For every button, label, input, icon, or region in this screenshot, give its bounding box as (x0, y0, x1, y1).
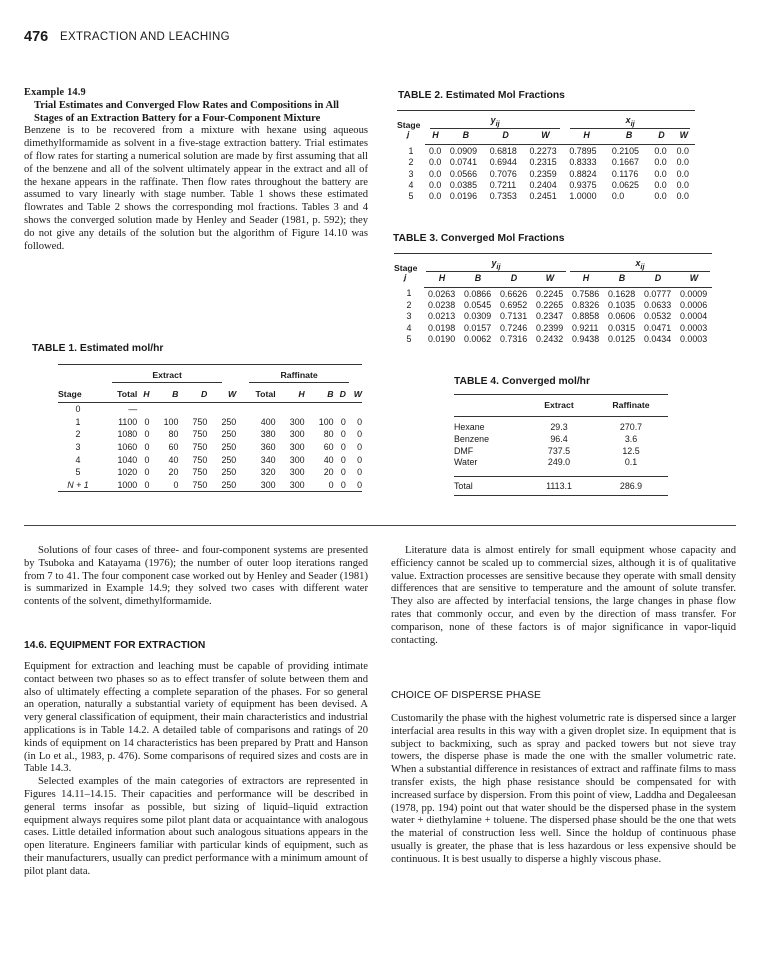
table2-col-header: D (486, 130, 526, 145)
table2-cell: 0.0 (654, 145, 667, 156)
table2-cell: 1 (408, 145, 414, 156)
table4-cell: 12.5 (622, 445, 640, 456)
table1-cell: 300 (289, 454, 305, 465)
table1-cell: 250 (221, 442, 237, 453)
table3-cell: 0.0309 (464, 311, 492, 322)
table3-cell: 0.2399 (536, 322, 564, 333)
table3-row (394, 322, 712, 333)
table1-row (58, 428, 362, 441)
table1-cell: 750 (192, 442, 208, 453)
table3-stage-j: j (404, 271, 407, 282)
table1-cell: 320 (260, 467, 276, 478)
table3-col-header: W (676, 273, 712, 288)
table3-cell: 0.0777 (644, 288, 672, 299)
table1-cell: 1080 (117, 429, 138, 440)
right-column-text (391, 545, 736, 647)
table2-cell: 0.0 (611, 191, 625, 202)
left-column-text (24, 545, 368, 609)
table4-row (454, 456, 668, 468)
table3-cell: 0.0866 (464, 288, 492, 299)
table3-col-header: D (640, 273, 676, 288)
table3-caption: TABLE 3. Converged Mol Fractions (393, 233, 565, 244)
table2-cell: 0.2404 (529, 180, 557, 191)
table2-cell: 0.0 (654, 157, 667, 168)
paragraph: Literature data is almost entirely for small equipment whose capacity and efficiency cannot be scaled up to commercial sizes, although it is of qualitative value. Extraction processes are sensitive because they operate with small density differences that are sensitive to temperature and the amount of solute transfer. They also are affected by interfacial tensions, the large changes in phase flow rates that commonly occur, and even by the direction of mass transfer. For comparison, none of these factors is of major significance in vapor-liquid contacting. (391, 545, 736, 646)
table2-cell: 0.0566 (449, 168, 478, 179)
table2-row (397, 157, 695, 168)
table4-cell: Benzene (454, 433, 490, 444)
table3-cell: 1 (406, 288, 412, 299)
table3-cell: 0.2245 (536, 288, 564, 299)
table1-group-raffinate: Raffinate (249, 370, 349, 383)
table3-cell: 0.0532 (644, 311, 672, 322)
table1-cell (276, 403, 305, 416)
table4-total-label: Total (454, 476, 524, 491)
table3-cell: 0.7246 (500, 322, 528, 333)
table2-cell: 0.6818 (489, 145, 517, 156)
table2-cell: 0.8333 (569, 157, 597, 168)
table3-cell: 0.0315 (608, 322, 636, 333)
table2-cell: 0.8824 (569, 168, 597, 179)
table1-row (58, 479, 362, 492)
table3-cell: 0.6626 (500, 288, 528, 299)
table1-cell: 360 (260, 442, 276, 453)
left-column-text-2 (24, 661, 368, 879)
table3-cell: 5 (406, 333, 412, 344)
table2-cell: 0.7076 (489, 168, 517, 179)
table3-cell: 0.2432 (536, 333, 564, 344)
table2-row (397, 179, 695, 190)
table1-cell: 300 (236, 479, 275, 492)
table1-caption: TABLE 1. Estimated mol/hr (32, 343, 164, 354)
table4-caption: TABLE 4. Converged mol/hr (454, 376, 590, 387)
table1-cell: 340 (260, 454, 276, 465)
table1-col-header: H (276, 385, 305, 403)
table4-cell: 29.3 (550, 422, 568, 433)
table1-cell: 300 (289, 442, 305, 453)
table3-cell: 3 (406, 311, 412, 322)
table2-cell: 0.9375 (569, 180, 597, 191)
table3-cell: 2 (406, 300, 412, 311)
example-label: Example 14.9 (24, 87, 86, 98)
table1-col-header: B (149, 385, 178, 403)
table1-cell: 1 (75, 416, 81, 427)
table2-row (397, 168, 695, 179)
table1-cell: 1100 (118, 416, 138, 427)
table1-cell: 1060 (117, 442, 138, 453)
table3-group-y: $y_{ij}$ (426, 258, 566, 272)
table1-col-header: D (334, 385, 346, 403)
section-separator-rule (24, 525, 736, 526)
table1-col-header: B (305, 385, 334, 403)
table2-row (397, 191, 695, 202)
table2-col-header: B (608, 130, 650, 145)
table1-cell: 0 (340, 429, 346, 440)
table4-col-blank (454, 399, 524, 416)
table1-cell (346, 403, 362, 416)
example-block (24, 87, 368, 253)
table4-row (454, 422, 668, 434)
table2-cell: 0.0 (429, 180, 442, 191)
table1-cell: 60 (168, 442, 179, 453)
running-header: EXTRACTION AND LEACHING (60, 31, 230, 43)
table3-cell: 0.0198 (428, 322, 456, 333)
table4-cell: Hexane (454, 422, 485, 433)
table2-cell: 0.2273 (529, 145, 557, 156)
table1-cell: 5 (75, 467, 81, 478)
table2-cell: 0.0 (676, 191, 689, 202)
table2-col-header: D (650, 130, 672, 145)
table2-cell: 0.2105 (611, 145, 639, 156)
table2-col-header: W (526, 130, 566, 145)
table1 (58, 364, 362, 492)
table2-group-x: $x_{ij}$ (570, 115, 690, 129)
table1-col-header: W (346, 385, 362, 403)
table1-cell: 40 (323, 454, 334, 465)
table2-cell: 0.2359 (529, 168, 557, 179)
table2-col-header: W (673, 130, 695, 145)
table1-cell (207, 403, 236, 416)
table2-cell: 0.7895 (569, 145, 597, 156)
table3-col-header: H (568, 273, 604, 288)
table4-cell: 270.7 (619, 422, 643, 433)
table2-cell: 0.1176 (611, 168, 639, 179)
table2 (397, 110, 695, 202)
table1-cell: 0 (340, 467, 346, 478)
table2-cell: 0.0385 (449, 180, 478, 191)
table3-row (394, 333, 712, 344)
table3-cell: 0.8326 (572, 300, 600, 311)
table3-row (394, 288, 712, 300)
table2-cell: 4 (408, 180, 414, 191)
table1-row (58, 453, 362, 466)
table3-cell: 0.0062 (464, 333, 492, 344)
table1-cell: 2 (75, 429, 81, 440)
table1-cell: 0 (340, 454, 346, 465)
table2-cell: 0.2451 (529, 191, 557, 202)
table1-cell: 0 (357, 467, 362, 478)
table2-cell: 0.0 (654, 180, 667, 191)
table1-cell: 0 (305, 479, 334, 492)
table1-cell: 750 (192, 416, 208, 427)
table1-cell: 0 (340, 442, 346, 453)
table4-cell: Water (454, 457, 478, 468)
table2-cell: 5 (408, 191, 414, 202)
table1-cell: 0 (144, 467, 150, 478)
table3-cell: 0.0125 (608, 333, 636, 344)
table1-cell: 750 (178, 479, 207, 492)
table4-total-raffinate: 286.9 (594, 476, 668, 491)
table4-col-raffinate: Raffinate (594, 399, 668, 416)
table3-cell: 0.0545 (464, 300, 492, 311)
table1-cell: 400 (260, 416, 276, 427)
table2-cell: 0.0196 (449, 191, 478, 202)
table1-col-header: Total (98, 385, 137, 403)
table1-cell: 80 (168, 429, 179, 440)
table3-cell: 0.0004 (680, 311, 708, 322)
table1-col-header: Stage (58, 385, 98, 403)
table4-cell: 96.4 (550, 433, 568, 444)
table3-col-header: H (424, 273, 460, 288)
table4-col-extract: Extract (524, 399, 594, 416)
table1-col-header: H (137, 385, 149, 403)
table1-cell: 300 (289, 429, 305, 440)
table1-cell: 100 (318, 416, 334, 427)
table1-cell: 300 (289, 416, 305, 427)
table3-cell: 0.0238 (428, 300, 456, 311)
table1-col-header: D (178, 385, 207, 403)
table1-cell: 4 (75, 454, 81, 465)
table1-cell (178, 403, 207, 416)
table1-cell: 0 (144, 442, 150, 453)
table1-cell: 0 (340, 416, 346, 427)
table3-cell: 0.0471 (644, 322, 672, 333)
table1-row (58, 466, 362, 479)
table3-cell: 0.0633 (644, 300, 672, 311)
table2-cell: 0.0909 (449, 145, 478, 156)
table3-cell: 0.7316 (500, 333, 528, 344)
table4-cell: 249.0 (547, 457, 571, 468)
table1-cell: 0 (357, 454, 362, 465)
table1-cell: 300 (276, 479, 305, 492)
table3-cell: 0.2265 (536, 300, 564, 311)
table3-cell: 0.0003 (680, 322, 708, 333)
table2-cell: 0.0 (654, 191, 667, 202)
table2-cell: 2 (408, 157, 414, 168)
table1-row (58, 416, 362, 429)
table1-cell: 0 (75, 404, 81, 415)
table1-cell: 0 (346, 479, 362, 492)
table2-cell: 0.0 (429, 191, 442, 202)
table2-cell: 0.1667 (611, 157, 639, 168)
table2-cell: 0.0625 (611, 180, 639, 191)
example-title: Trial Estimates and Converged Flow Rates and Compositions in All Stages of an Extraction Battery for a Four-Component Mixture (34, 99, 339, 124)
table3-col-header: D (496, 273, 532, 288)
table3-cell: 4 (406, 322, 412, 333)
table3-group-x: $x_{ij}$ (570, 258, 710, 272)
table4 (454, 394, 668, 496)
table1-cell: 100 (163, 416, 179, 427)
table1-cell: 0 (144, 454, 150, 465)
table4-cell: 0.1 (624, 457, 638, 468)
table1-cell: 0 (149, 479, 178, 492)
section-heading: 14.6. EQUIPMENT FOR EXTRACTION (24, 640, 206, 651)
table2-cell: 0.0 (676, 145, 689, 156)
table2-cell: 0.0 (654, 168, 667, 179)
table1-cell: 380 (260, 429, 276, 440)
table4-total-extract: 1113.1 (524, 476, 594, 491)
table2-stage-j: j (407, 128, 410, 139)
table2-row (397, 145, 695, 157)
table1-cell: 0 (137, 479, 149, 492)
table1-cell: 0 (334, 479, 346, 492)
table1-cell: 250 (221, 416, 237, 427)
table2-col-header: B (446, 130, 486, 145)
table2-col-header: H (565, 130, 607, 145)
table3-cell: 0.1628 (608, 288, 636, 299)
paragraph: Selected examples of the main categories of extractors are represented in Figures 14.11–14.15. Their capacities and performance will be described in general terms insofar as possible, but sizing of liquid–liquid extraction equipment always requires some pilot plant data or acquaintance with analogous cases. Little detailed information about such analogous situations appears in the open literature. Engineers familiar with particular kinds of equipment, such as their manufacturers, usually can predict performance with a minimum amount of pilot plant data. (24, 776, 368, 877)
table2-cell: 3 (408, 168, 414, 179)
table1-cell: 0 (357, 442, 362, 453)
table1-cell: 750 (192, 454, 208, 465)
table3-row (394, 299, 712, 310)
example-body: Benzene is to be recovered from a mixture with hexane using aqueous dimethylformamide as solvent in a five-stage extraction battery. Trial estimates of flow rates for starting a numerical solution are made by first assuming that all of the benzene and all of the solvent ultimately appear in the extract and all of the hexane appears in the raffinate. Then flow rates throughout the battery are assumed to vary linearly with stage number. Table 1 shows these estimated flowrates and Table 2 shows the corresponding mol fractions. Tables 3 and 4 shows the converged solution made by Henley and Seader (1981, p. 592); they do not give any details of the solution but the algorithm of Figure 14.10 was followed. (24, 125, 368, 252)
table3-cell: 0.0006 (680, 300, 708, 311)
table4-cell: DMF (454, 445, 474, 456)
table2-cell: 0.2315 (529, 157, 557, 168)
paragraph: Equipment for extraction and leaching must be capable of providing intimate contact between two phases so as to effect transfer of solute between them and also of ultimately effecting a complete separation of the phases. For so general an operation, naturally a substantial variety of equipment has been devised. A very general classification of equipment, their main characteristics and industrial applications is in Table 14.2. A detailed table of comparisons and ratings of 20 kinds of equipment on 14 characteristics has been prepared by Pratt and Hanson (in Lo et al., 1983, p. 476). Some comparisons of required sizes and costs are in Table 14.3. (24, 661, 368, 775)
table1-cell: 300 (289, 467, 305, 478)
table1-cell: 80 (323, 429, 334, 440)
table3-cell: 0.0606 (608, 311, 636, 322)
subsection-heading: CHOICE OF DISPERSE PHASE (391, 690, 541, 701)
table1-cell (334, 403, 346, 416)
table1-cell: 750 (192, 467, 208, 478)
table1-cell (137, 403, 149, 416)
table3-cell: 0.0157 (464, 322, 492, 333)
table3-cell: 0.0190 (428, 333, 456, 344)
table3-row (394, 311, 712, 322)
table1-cell: 0 (357, 416, 362, 427)
table3-cell: 0.7586 (572, 288, 600, 299)
table4-cell: 737.5 (547, 445, 571, 456)
paragraph: Customarily the phase with the highest volumetric rate is dispersed since a larger interfacial area results in this way with a given droplet size. In equipment that is subject to backmixing, such as spray and packed towers but not sieve tray towers, the disperse phase is made the one with the smaller volumetric rate. When a substantial difference in resistances of extract and raffinate films to mass transfer exists, the high phase resistance should be compensated for with increased surface by dispersion. From this point of view, Laddha and Degaleesan (1978, pp. 194) point out that water should be the dispersed phase in the system water + diethylamine + toluene. The dispersed phase should be the one that wets the material of construction less well. Since the holdup of continuous phase usually is greater, the phase that is less hazardous or less expensive should be continuous. It is best usually to disperse a highly viscous phase. (391, 713, 736, 865)
table3-cell: 0.0434 (644, 333, 672, 344)
paragraph: Solutions of four cases of three- and four-component systems are presented by Tsuboka and Katayama (1976); the number of outer loop iterations ranged from 7 to 41. The four component case worked out by Henley and Seader (1981) is summarized in Example 14.9; they solved two cases with different water contents of the solvent, dimethylformamide. (24, 545, 368, 608)
table1-cell: 0 (144, 429, 150, 440)
table1-cell: 0 (144, 416, 150, 427)
table1-col-header: Total (236, 385, 275, 403)
table3-col-header: B (460, 273, 496, 288)
table1-cell: 3 (75, 442, 81, 453)
table1-cell: 20 (168, 467, 179, 478)
table2-cell: 0.0 (429, 168, 442, 179)
table3-stage-label: Stage (394, 262, 418, 273)
table1-cell: 1040 (117, 454, 138, 465)
table2-cell: 1.0000 (569, 191, 597, 202)
table4-cell: 3.6 (624, 433, 638, 444)
table3-cell: 0.0003 (680, 333, 708, 344)
table2-cell: 0.0 (429, 145, 442, 156)
table1-row (58, 441, 362, 454)
table3-cell: 0.6952 (500, 300, 528, 311)
table1-cell (149, 403, 178, 416)
table3-cell: 0.0213 (428, 311, 456, 322)
table3-cell: 0.0009 (680, 288, 708, 299)
table1-cell: 60 (323, 442, 334, 453)
table1-cell: 20 (323, 467, 334, 478)
table1-cell (236, 403, 275, 416)
table1-group-extract: Extract (112, 370, 222, 383)
table3-cell: 0.2347 (536, 311, 564, 322)
table1-cell: 250 (207, 479, 236, 492)
table2-caption: TABLE 2. Estimated Mol Fractions (398, 90, 565, 101)
table2-group-y: $y_{ij}$ (430, 115, 560, 129)
table3-cell: 0.7131 (500, 311, 528, 322)
table1-cell: N + 1 (58, 479, 98, 492)
table1-cell: 250 (221, 467, 237, 478)
table2-cell: 0.0 (429, 157, 442, 168)
table3-cell: 0.9438 (572, 333, 600, 344)
right-column-text-2 (391, 713, 736, 867)
table2-col-header: H (425, 130, 446, 145)
table1-row (58, 403, 362, 416)
table1-cell: — (128, 404, 138, 415)
table2-cell: 0.0741 (449, 157, 478, 168)
table1-cell: 1020 (117, 467, 138, 478)
table1-cell: 750 (192, 429, 208, 440)
table3 (394, 253, 712, 345)
table3-cell: 0.9211 (572, 322, 599, 333)
table2-cell: 0.7353 (489, 191, 517, 202)
table3-col-header: B (604, 273, 640, 288)
page-number: 476 (24, 29, 49, 45)
table2-cell: 0.0 (676, 168, 689, 179)
table4-row (454, 433, 668, 445)
table2-cell: 0.6944 (489, 157, 517, 168)
table3-cell: 0.1035 (608, 300, 636, 311)
table2-cell: 0.0 (676, 180, 689, 191)
table3-cell: 0.0263 (428, 288, 456, 299)
table1-cell: 1000 (98, 479, 137, 492)
table1-cell (305, 403, 334, 416)
table1-cell: 250 (221, 454, 237, 465)
table3-cell: 0.8858 (572, 311, 600, 322)
table4-row (454, 445, 668, 457)
table2-stage-label: Stage (397, 119, 421, 130)
table1-cell: 250 (221, 429, 237, 440)
table2-cell: 0.7211 (489, 180, 517, 191)
table1-cell: 40 (168, 454, 179, 465)
table1-cell: 0 (357, 429, 362, 440)
table1-col-header: W (207, 385, 236, 403)
table2-cell: 0.0 (676, 157, 689, 168)
table3-col-header: W (532, 273, 568, 288)
